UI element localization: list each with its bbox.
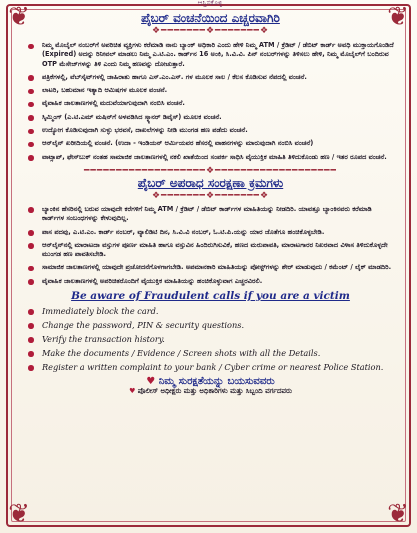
title-divider: ❖━━━━━━━❖━━━━━━━❖	[151, 26, 270, 36]
safety-item: ಸಾಮಾಜಿಕ ಜಾಲತಾಣಗಳಲ್ಲಿ ಯಾವುದೇ ಪ್ರಚೋದನೆಗೊಳಗಾಗಬೇಡಿ. ಅಪಮಾನಕಾರಿ ಮಾಹಿತಿಯನ್ನು ಪೋಸ್ಟ್‌ಗಳನ್ನು ಶೇರ್ ಮಾಡುವುದು / ಕಮೆಂಟ್ / ಲೈಕ್ ಮಾಡದಿರಿ.	[26, 263, 395, 272]
english-item: Change the password, PIN & security questions.	[26, 320, 395, 331]
warning-item: ನಿಮ್ಮ ಮೊಬೈಲ್ ನಂಬರ್‌ಗೆ ಅಪರಿಚಿತ ವ್ಯಕ್ತಿಗಳು ಕರೆಮಾಡಿ ನಾನು ಬ್ಯಾಂಕ್ ಅಧಿಕಾರಿ ಎಂದು ಹೇಳಿ ನಿಮ್ಮ ATM / ಕ್ರೆಡಿಟ್ / ಡೆಬಿಟ್ ಕಾರ್ಡ್ ಅವಧಿ ಮುಕ್ತಾಯಗೊಂಡಿದೆ (Expired) ಅದನ್ನು ರಿನೀವಲ್ ಮಾಡಲು ನಿಮ್ಮ ಎ.ಟಿ.ಎಂ. ಕಾರ್ಡ್‌ನ 16 ಅಂಕಿ, ಸಿ.ವಿ.ವಿ. ಪಿನ್ ನಂಬರ್‌ಗಳನ್ನು ತಿಳಿಸಲು ಹೇಳಿ, ನಿಮ್ಮ ಮೊಬೈಲ್‌ಗೆ ಬಂದಿರುವ OTP ಮೆಸೇಜ್‌ಗಳನ್ನು ತಿಳಿ ಎಂದು ನಿಮ್ಮ ಹಣವನ್ನು ದೋಚುತ್ತಾರೆ.	[26, 41, 395, 69]
warning-item: ಉದ್ಯೋಗ ಕೊಡಿಸುವುದಾಗಿ ಸುಳ್ಳು ಭರವಸೆ, ದಾಖಲೆಗಳನ್ನು ನೀಡಿ ಮುಂಗಡ ಹಣ ಪಡೆದು ವಂಚನೆ.	[26, 126, 395, 135]
corner-ornament-icon: ❦	[8, 499, 30, 529]
warning-item: ವೈವಾಹಿಕ ಜಾಲತಾಣಗಳಲ್ಲಿ ಮದುವೆಯಾಗುವುದಾಗಿ ನಂಬಿಸಿ ವಂಚನೆ.	[26, 99, 395, 108]
heart-icon: ♥	[129, 387, 136, 396]
english-title: Be aware of Fraudulent calls if you are a victim	[71, 290, 350, 303]
footer-text: ನಿಮ್ಮ ಸುರಕ್ಷತೆಯನ್ನು ಬಯಸುವವರು	[158, 376, 275, 388]
english-list	[26, 306, 395, 373]
warning-item: ಲಾಟರಿ, ಬಹುಮಾನ ಇತ್ಯಾದಿ ಆಮಿಷಗಳ ಮೂಲಕ ವಂಚನೆ.	[26, 86, 395, 95]
english-item: Register a written complaint to your bank / Cyber crime or nearest Police Station.	[26, 362, 395, 373]
safety-divider: ❖━━━━━━━❖━━━━━━━❖	[151, 190, 270, 201]
heart-icon: ♥	[146, 376, 156, 388]
safety-item: ಬ್ಯಾಂಕಿನ ಹೆಸರಿನಲ್ಲಿ ಬರುವ ಯಾವುದೇ ಕರೆಗಳಿಗೆ ನಿಮ್ಮ ATM / ಕ್ರೆಡಿಟ್ / ಡೆಬಿಟ್ ಕಾರ್ಡ್‌ಗಳ ಮಾಹಿತಿಯನ್ನು ನೀಡದಿರಿ. ಯಾವತ್ತೂ ಬ್ಯಾಂಕಿನವರು ಕರೆಮಾಡಿ ಕಾರ್ಡ್‌ಗಳ ಸಂಬಂಧಗಳನ್ನು ಕೇಳುವುದಿಲ್ಲ.	[26, 205, 395, 224]
warning-item: ಪತ್ರಿಕೆಗಳಲ್ಲಿ, ವೆಬ್‌ಸೈಟ್‌ಗಳಲ್ಲಿ ಜಾಹಿರಾತು ಹಾಗೂ ಎಸ್.ಎಂ.ಎಸ್. ಗಳ ಮೂಲಕ ಸಾಲ / ಕೆಲಸ ಕೊಡಿಸುವ ನೆಪದಲ್ಲಿ ವಂಚನೆ.	[26, 73, 395, 82]
english-item: Make the documents / Evidence / Screen shots with all the Details.	[26, 348, 395, 359]
corner-ornament-icon: ❦	[387, 499, 409, 529]
english-item: Immediately block the card.	[26, 306, 395, 317]
warning-item: ವಾಟ್ಸಾಪ್, ಫೇಸ್‌ಬುಕ್ ನಂತಹ ಸಾಮಾಜಿಕ ಜಾಲತಾಣಗಳಲ್ಲಿ ನಕಲಿ ಖಾತೆಯಿಂದ ಸಂಪರ್ಕ ಸಾಧಿಸಿ ವೈಯುಕ್ತಿಕ ಮಾಹಿತಿ ತಿಳಿದುಕೊಂಡು ಹಣ / ಇತರ ರೂಪದ ವಂಚನೆ.	[26, 153, 395, 162]
page-title: ಪೈಬರ್ ವಂಚನೆಯಿಂದ ಎಚ್ಚರವಾಗಿರಿ	[141, 11, 280, 25]
top-strip-text: ಆಸ್ತಿಸಕೊಳ್ಳಿ	[197, 0, 223, 7]
section-divider: ━━━━━━━━━━━━━━━━━━━❖━━━━━━━━━━━━━━━━━━━	[84, 165, 337, 176]
safety-item: ಆನ್‌ಲೈನ್‌ನಲ್ಲಿ ಮಾರಾಟದಾ ವಸ್ತುಗಳ ಪೂರ್ಣ ಮಾಹಿತಿ ಹಾಗೂ ವಸ್ತುವಿನ ಹಿಂದಿರುಗಿಸುವಿಕೆ, ಹಣದ ಮರುಪಾವತಿ, ಮಾರಾಟಗಾರರ ನಿಖರವಾದ ವಿಳಾಸ ತಿಳಿದುಕೊಳ್ಳದೇ ಮುಂಗಡ ಹಣ ಪಾವತಿಸಬೇಡಿ.	[26, 241, 395, 260]
warning-item: ಸ್ಕಿಮ್ಮಿಂಗ್ (ಎ.ಟಿ.ಎಮ್ ಮಷಿನ್‌ಗೆ ಅಳವಡಿಸಿದ ಸ್ಕ್ಯಾನರ್ ಡಿವೈಸ್) ಮೂಲಕ ವಂಚನೆ.	[26, 113, 395, 122]
safety-list	[26, 205, 395, 286]
footer-subtext	[26, 387, 395, 396]
english-item: Verify the transaction history.	[26, 334, 395, 345]
warning-list	[26, 41, 395, 162]
safety-item: ವೈವಾಹಿಕ ಜಾಲತಾಣಗಳಲ್ಲಿ ಅಪರಿಚಿತರೊಂದಿಗೆ ವೈಯುಕ್ತಿಕ ಮಾಹಿತಿಯನ್ನು ಹಂಚಿಕೊಳ್ಳುವಾಗ ಎಚ್ಚರವಿರಲಿ.	[26, 277, 395, 286]
corner-ornament-icon: ❦	[8, 2, 30, 32]
warning-item: ಆನ್‌ಲೈನ್ ಖರೀದಿಯಲ್ಲಿ ವಂಚನೆ. (ಉದಾ - ಇಂಡಿಯನ್ ಆರ್ಮಿಯವರ ಹೆಸರಲ್ಲಿ ವಾಹನಗಳನ್ನು ಮಾರುವುದಾಗಿ ನಂಬಿಸಿ ವಂಚನೆ)	[26, 139, 395, 148]
safety-item: ಪಾಸ ಪದವು, ಎ.ಟಿ.ಎಂ. ಕಾರ್ಡ್ ನಂಬರ್, ವ್ಯಾಲಿಡಿಟಿ ದಿನ, ಸಿ.ವಿ.ವಿ ನಂಬರ್, ಓ.ಟಿ.ಪಿ.ಯನ್ನು ಯಾರ ಜೊತೆಗೂ ಹಂಚಿಕೊಳ್ಳಬೇಡಿ.	[26, 228, 395, 237]
safety-title: ಪೈಬರ್ ಅಪರಾಧ ಸಂರಕ್ಷಣಾ ಕ್ರಮಗಳು	[137, 175, 284, 190]
poster-content	[26, 0, 395, 396]
corner-ornament-icon: ❦	[387, 2, 409, 32]
footer-line	[26, 376, 395, 387]
footer-sub-text: ಪೊಲೀಸ್ ಅಧೀಕ್ಷರು ಮತ್ತು ಅಧಿಕಾರಿಗಳು ಮತ್ತು ಸಿಬ್ಬಂದಿ ವರ್ಗದವರು	[137, 387, 292, 396]
